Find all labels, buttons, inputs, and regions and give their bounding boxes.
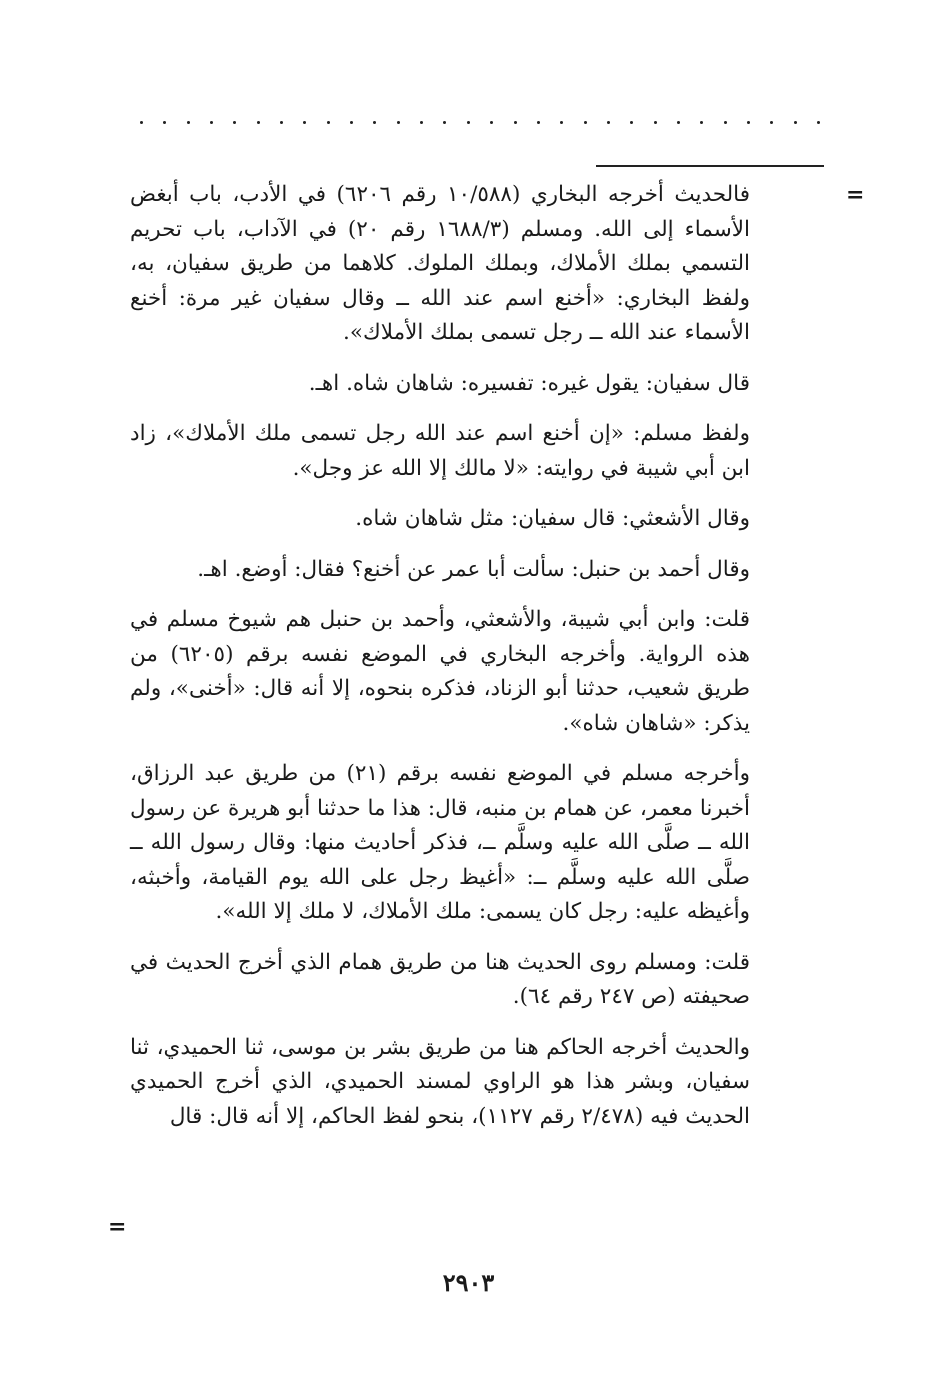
footnote-separator-rule	[596, 165, 824, 167]
continuation-mark-bottom: =	[108, 1214, 127, 1240]
page-number: ٢٩٠٣	[442, 1268, 495, 1297]
paragraph-8: قلت: ومسلم روى الحديث هنا من طريق همام الذي أخرج الحديث في صحيفته (ص ٢٤٧ رقم ٦٤).	[130, 949, 750, 1009]
paragraph-2: قال سفيان: يقول غيره: تفسيره: شاهان شاه. اهـ.	[308, 370, 750, 396]
paragraph-3: ولفظ مسلم: «إن أخنع اسم عند الله رجل تسمى ملك الأملاك»، زاد ابن أبي شيبة في روايته: «لا مالك إلا الله عز وجل».	[130, 421, 750, 481]
paragraph-1: فالحديث أخرجه البخاري (١٠/٥٨٨ رقم ٦٢٠٦) في الأدب، باب أبغض الأسماء إلى الله. ومسلم (١٦٨٨/٣ رقم ٢٠) في الآداب، باب تحريم التسمي بملك الأملاك، وبملك الملوك. كلاهما من طريق سفيان، به، ولفظ البخاري: «أخنع اسم عند الله ــ وقال سفيان غير مرة: أخنع الأسماء عند الله ــ رجل تسمى بملك الأملاك».	[130, 182, 751, 345]
paragraph-9: والحديث أخرجه الحاكم هنا من طريق بشر بن موسى، ثنا الحميدي، ثنا سفيان، وبشر هذا هو الراوي لمسند الحميدي، الذي أخرج الحميدي الحديث فيه (٢/٤٧٨ رقم ١١٢٧)، بنحو لفظ الحاكم، إلا أنه قال: قال	[130, 1034, 750, 1129]
footnote-body	[130, 178, 750, 1150]
paragraph-4: وقال الأشعثي: قال سفيان: مثل شاهان شاه.	[355, 506, 750, 531]
decorative-dot-separator	[140, 112, 820, 132]
continuation-mark-top: =	[846, 182, 865, 208]
paragraph-7: وأخرجه مسلم في الموضع نفسه برقم (٢١) من طريق عبد الرزاق، أخبرنا معمر، عن همام بن منبه، قال: هذا ما حدثنا أبو هريرة عن رسول الله ــ صلَّى الله عليه وسلَّم ــ، فذكر أحاديث منها: وقال رسول الله ــ صلَّى الله عليه وسلَّم ــ: «أغيظ رجل على الله يوم القيامة، وأخبثه، وأغيظه عليه: رجل كان يسمى: ملك الأملاك، لا ملك إلا الله».	[130, 761, 750, 924]
paragraph-5: وقال أحمد بن حنبل: سألت أبا عمر عن أخنع؟ فقال: أوضع. اهـ.	[197, 556, 750, 582]
paragraph-6: قلت: وابن أبي شيبة، والأشعثي، وأحمد بن حنبل هم شيوخ مسلم في هذه الرواية. وأخرجه البخاري في الموضع نفسه برقم (٦٢٠٥) من طريق شعيب، حدثنا أبو الزناد، فذكره بنحوه، إلا أنه قال: «أخنى»، ولم يذكر: «شاهان شاه».	[130, 607, 750, 736]
